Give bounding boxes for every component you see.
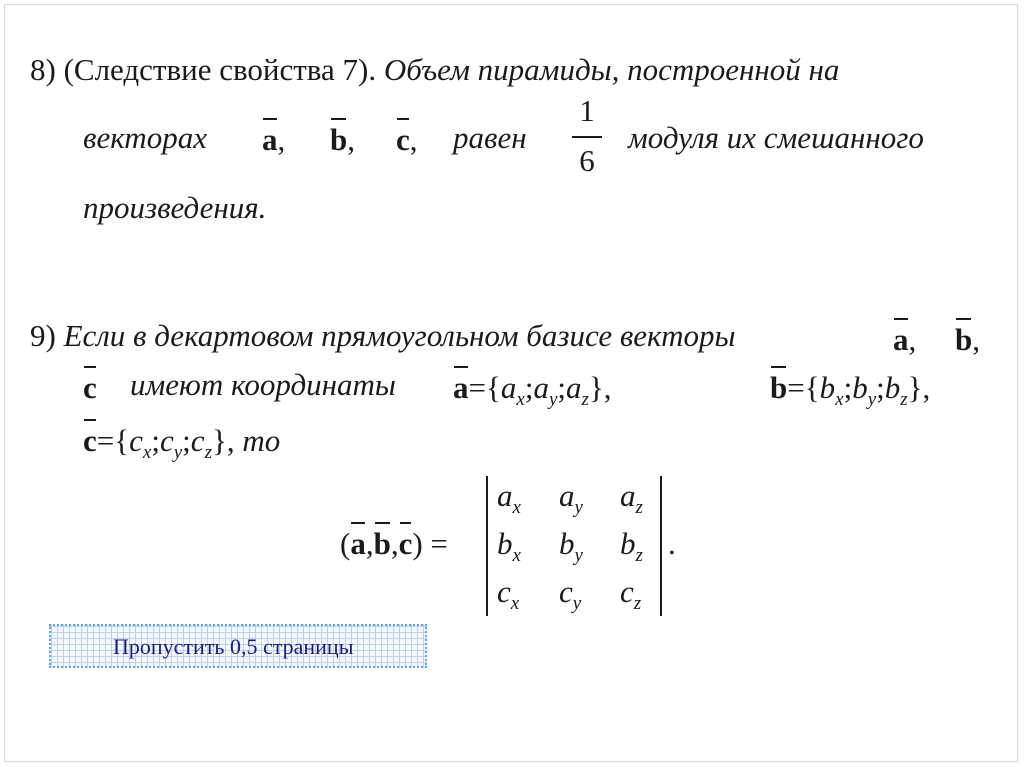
vector-a: a [262, 122, 278, 157]
matrix-cell: $b_z$ [620, 526, 643, 566]
vector-c: c [83, 423, 97, 458]
vector-a: a [350, 526, 366, 561]
vector-a: a [453, 370, 469, 405]
a-coordinates: $a=\{a_x;a_y;a_z\}$, [453, 370, 612, 410]
fraction-bar [572, 136, 602, 138]
item9-coords-text: имеют координаты [130, 367, 396, 402]
skip-button-label: Пропустить 0,5 страницы [113, 634, 354, 659]
item8-word-vectors: векторах [83, 120, 207, 155]
item8-word-raven: равен [453, 120, 527, 155]
item8-line1-text: Объем пирамиды, построенной на [383, 52, 840, 87]
item9-number: 9) [30, 318, 56, 353]
item9-vector-c-first [83, 370, 97, 406]
matrix-cell: $a_z$ [620, 478, 643, 518]
item8-number: 8) [30, 52, 56, 87]
item9-vector-b-wrap [955, 322, 980, 358]
item8-vector-c-wrap [396, 122, 418, 158]
vector-b: b [770, 370, 788, 405]
determinant-right-bar [660, 476, 662, 616]
item9-line1-text: Если в декартовом прямоугольном базисе векторы [63, 318, 736, 353]
determinant-left-bar [486, 476, 488, 616]
matrix-cell: $c_x$ [497, 574, 520, 614]
item8-line1 [30, 52, 839, 88]
matrix-cell: $b_x$ [497, 526, 521, 566]
vector-b: b [330, 122, 348, 157]
formula-period: . [668, 526, 676, 561]
comma: , [409, 122, 418, 157]
matrix-cell: $b_y$ [559, 526, 583, 566]
item9-vector-a-wrap [893, 322, 916, 358]
fraction-numerator: 1 [579, 93, 595, 128]
b-coordinates: $b=\{b_x;b_y;b_z\}$, [770, 370, 931, 410]
word-to: то [242, 423, 281, 458]
vector-c: c [396, 122, 410, 157]
vector-c: c [83, 370, 97, 405]
item9-line1 [30, 318, 736, 354]
comma: , [908, 322, 917, 357]
skip-half-page-button[interactable] [49, 624, 427, 668]
item8-line2-tail: модуля их смешанного [628, 120, 924, 155]
comma: , [972, 322, 980, 357]
matrix-cell: $a_x$ [497, 478, 521, 518]
fraction-denominator: 6 [579, 143, 595, 178]
vector-b: b [955, 322, 973, 357]
vector-a: a [893, 322, 909, 357]
item8-vector-b-wrap [330, 122, 355, 158]
item8-vector-list [262, 122, 285, 158]
mixed-product-lhs: (a,b,c) = [340, 526, 448, 561]
matrix-cell: $c_y$ [559, 574, 582, 614]
comma: , [277, 122, 286, 157]
item8-lead: (Следствие свойства 7). [63, 52, 377, 87]
item8-line3: произведения. [83, 190, 267, 225]
matrix-cell: $c_z$ [620, 574, 642, 614]
vector-b: b [373, 526, 391, 561]
comma: , [347, 122, 355, 157]
matrix-cell: $a_y$ [559, 478, 583, 518]
c-coordinates: $c=\{c_x;c_y;c_z\}$, то [83, 423, 281, 463]
vector-c: c [398, 526, 413, 561]
